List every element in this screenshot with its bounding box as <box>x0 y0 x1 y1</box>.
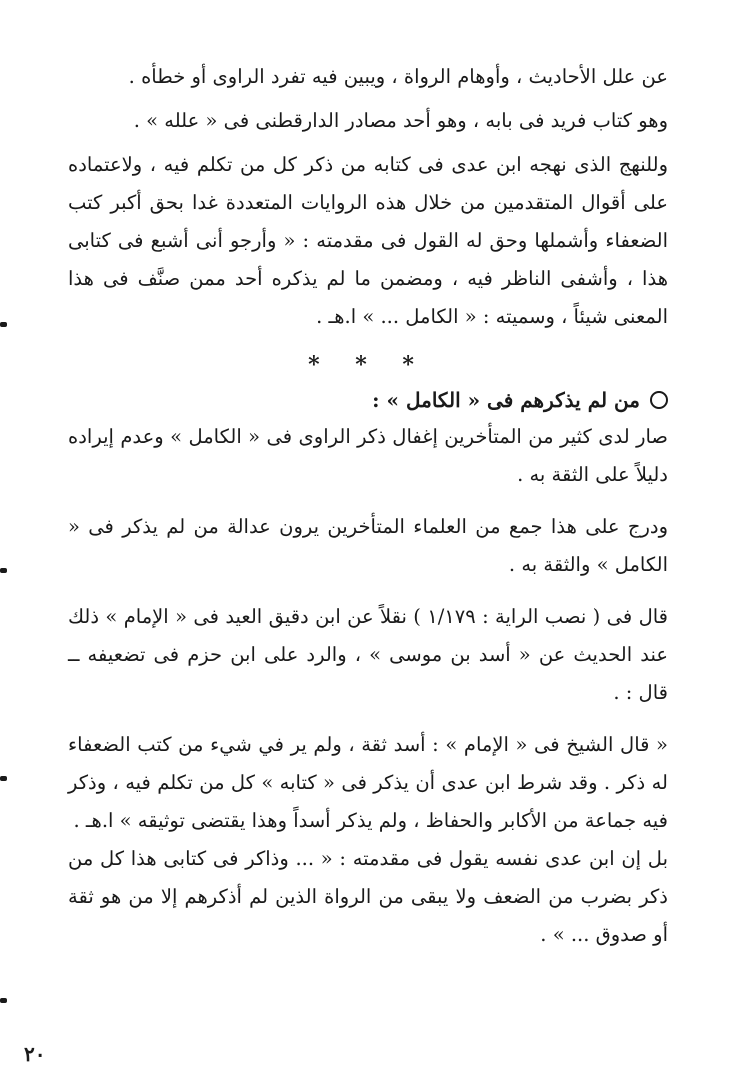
section-paragraph-1: صار لدى كثير من المتأخرين إغفال ذكر الراوى فى « الكامل » وعدم إيراده دليلاً على الثقة به . <box>68 425 668 486</box>
section-paragraph-3: قال فى ( نصب الراية : ١/١٧٩ ) نقلاً عن ابن دقيق العيد فى « الإمام » ذلك عند الحديث عن « أسد بن موسى » ، والرد على ابن حزم فى تضعيفه ــ قال : . <box>68 605 668 704</box>
book-page <box>68 58 668 1032</box>
page-number: ٢٠ <box>24 1042 46 1066</box>
section-paragraph-2: ودرج على هذا جمع من العلماء المتأخرين يرون عدالة من لم يذكر فى « الكامل » والثقة به . <box>68 515 668 576</box>
margin-mark <box>0 322 7 327</box>
section-separator: * * * <box>308 352 428 378</box>
section-heading-text: من لم يذكرهم فى « الكامل » : <box>372 388 640 412</box>
section-paragraph-4: « قال الشيخ فى « الإمام » : أسد ثقة ، ولم ير في شيء من كتب الضعفاء له ذكر . وقد شرط ابن عدى أن يذكر فى « كتابه » كل من تكلم فيه ، وذكر فيه جماعة من الأكابر والحفاظ ، ولم يذكر أسداً وهذا يقتضى توثيقه » ا.هـ . <box>68 733 668 832</box>
circle-bullet-icon <box>650 391 668 409</box>
margin-mark <box>0 776 7 781</box>
margin-mark <box>0 568 7 573</box>
margin-mark <box>0 998 7 1003</box>
intro-paragraph-2: وهو كتاب فريد فى بابه ، وهو أحد مصادر الدارقطنى فى « علله » . <box>133 109 668 132</box>
section-paragraph-5: بل إن ابن عدى نفسه يقول فى مقدمته : « ... وذاكر فى كتابى هذا كل من ذكر بضرب من الضعف ولا يبقى من الرواة الذين لم أذكرهم إلا من هو ثقة أو صدوق ... » . <box>68 847 668 946</box>
intro-paragraph-1: عن علل الأحاديث ، وأوهام الرواة ، ويبين فيه تفرد الراوى أو خطأه . <box>128 65 668 88</box>
section-heading <box>68 382 668 418</box>
intro-paragraph-3: وللنهج الذى نهجه ابن عدى فى كتابه من ذكر كل من تكلم فيه ، ولاعتماده على أقوال المتقدمين من خلال هذه الروايات المتعددة غدا بحق أكبر كتب الضعفاء وأشملها وحق له القول فى مقدمته : « وأرجو أنى أشبع فى كتابى هذا ، وأشفى الناظر فيه ، ومضمن ما لم يذكره أحد ممن صنَّف فى هذا المعنى شيئاً ، وسميته : « الكامل ... » ا.هـ . <box>68 153 669 328</box>
